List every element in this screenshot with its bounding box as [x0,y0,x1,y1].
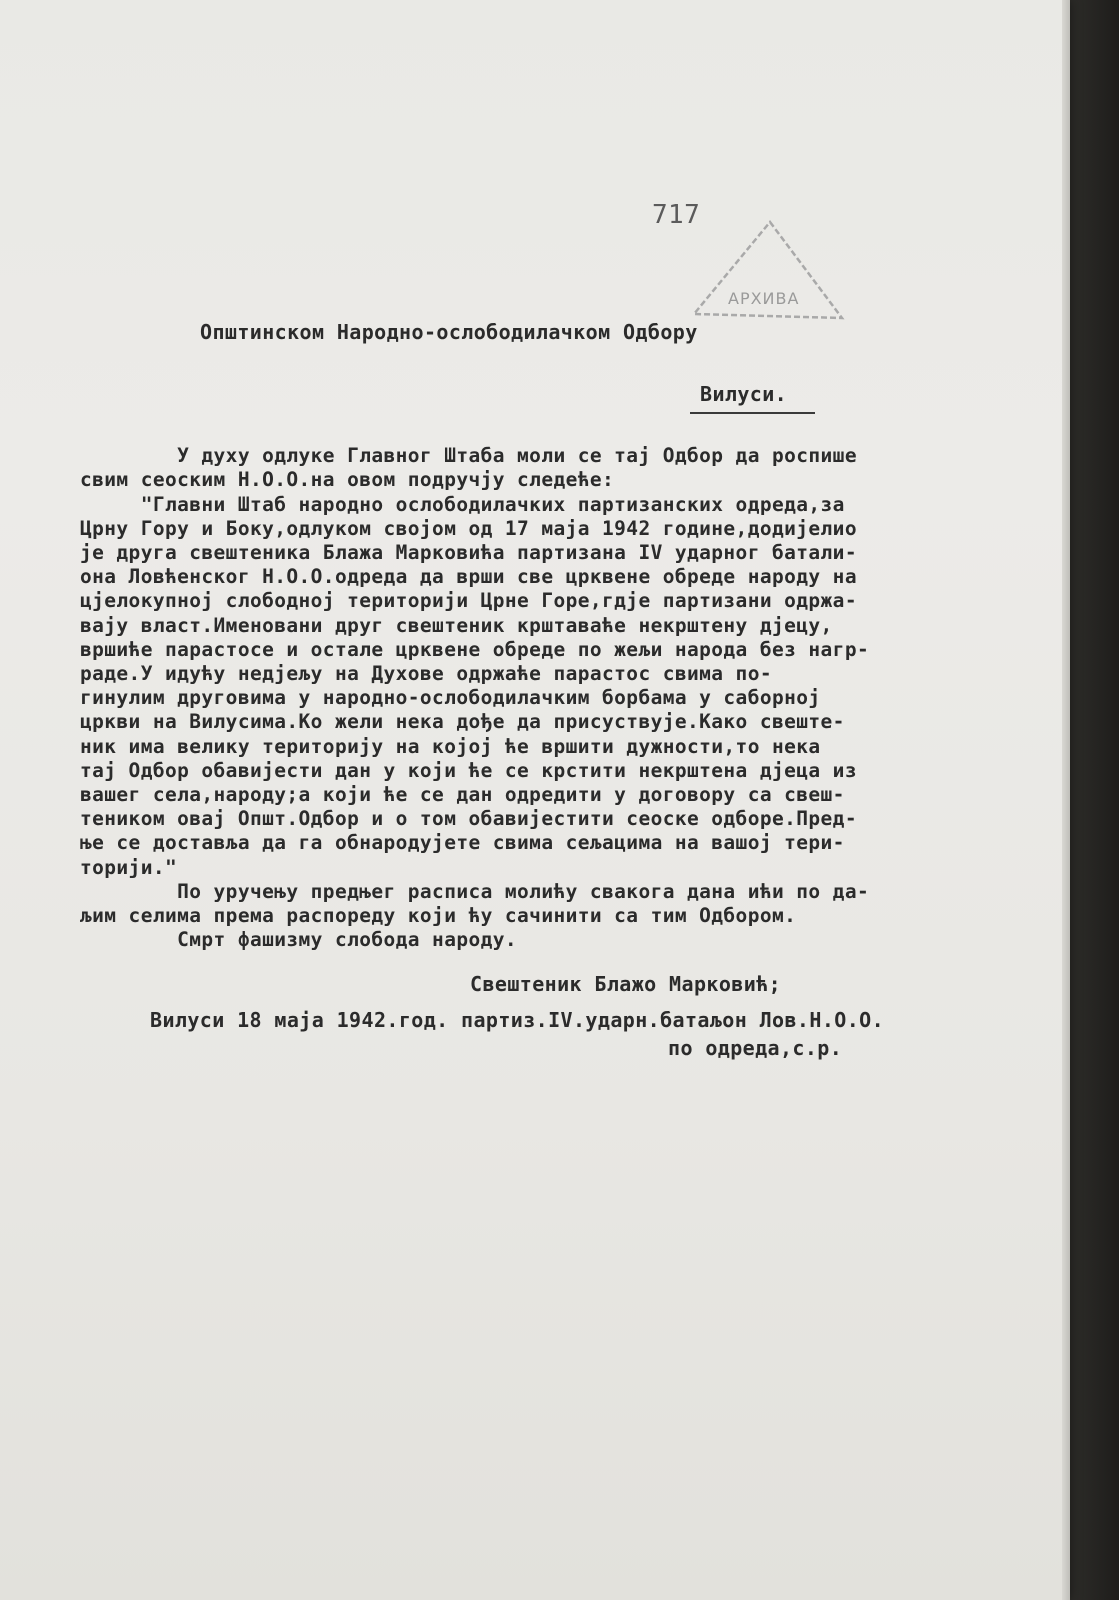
body-line: цјелокупној слободној територији Црне Горе,гдје партизани одржа- [80,589,857,613]
body-line: тај Одбор обавијести дан у који ће се крстити некрштена дјеца из [80,758,857,782]
paper-edge [1062,0,1070,1600]
body-line: вршиће парастосе и остале црквене обреде по жељи народа без нагр- [80,637,870,661]
body-line: теником овај Општ.Одбор и о том обавијестити сеоске одборе.Пред- [80,807,857,831]
body-line: Смрт фашизму слобода народу. [80,928,518,952]
addressee-line: Општинском Народно-ослободилачком Одбору [200,320,698,344]
signature-line: Свештеник Блажо Марковић; [470,972,782,996]
body-line: свим сеоским Н.О.О.на овом подручју следеће: [80,468,615,492]
place-underline [690,412,815,414]
body-line: ник има велику територију на којој ће вршити дужности,то нека [80,734,821,758]
archive-stamp-icon [690,218,850,328]
body-line: По уручењу предњег расписа молићу свакога дана ићи по да- [80,879,870,903]
body-line: љим селима према распореду који ћу сачинити са тим Одбором. [80,904,797,928]
body-line: Црну Гору и Боку,одлуком својом од 17 маја 1942 године,додијелио [80,516,857,540]
body-line: торији." [80,855,178,879]
body-line: раде.У идућу недјељу на Духове одржаће парастос свима по- [80,662,772,686]
unit-line: по одреда,с.р. [668,1036,843,1060]
body-line: "Главни Штаб народно ослободилачких партизанских одреда,за [80,492,845,516]
page-number: 717 [652,200,701,230]
body-line: гинулим друговима у народно-ослободилачким борбама у саборној [80,686,821,710]
body-line: У духу одлуке Главног Штаба моли се тај Одбор да роспише [80,444,857,468]
letter-body [80,420,869,952]
body-line: вају власт.Именовани друг свештеник крштаваће некрштену дјецу, [80,613,833,637]
body-line: цркви на Вилусима.Ко жели нека дође да присуствује.Како свеште- [80,710,845,734]
body-line: вашег села,народу;а који ће се дан одредити у договору са свеш- [80,783,845,807]
body-line: је друга свештеника Блажа Марковића партизана IV ударног батали- [80,541,857,565]
body-line: ње се доставља да га обнародујете свима сељацима на вашој тери- [80,831,845,855]
place-line: Вилуси. [700,382,788,406]
body-line: она Ловћенског Н.О.О.одреда да врши све црквене обреде народу на [80,565,857,589]
archive-stamp-label: АРХИВА [728,289,800,308]
date-line: Вилуси 18 маја 1942.год. партиз.IV.ударн.батаљон Лов.Н.О.О. [150,1008,885,1032]
